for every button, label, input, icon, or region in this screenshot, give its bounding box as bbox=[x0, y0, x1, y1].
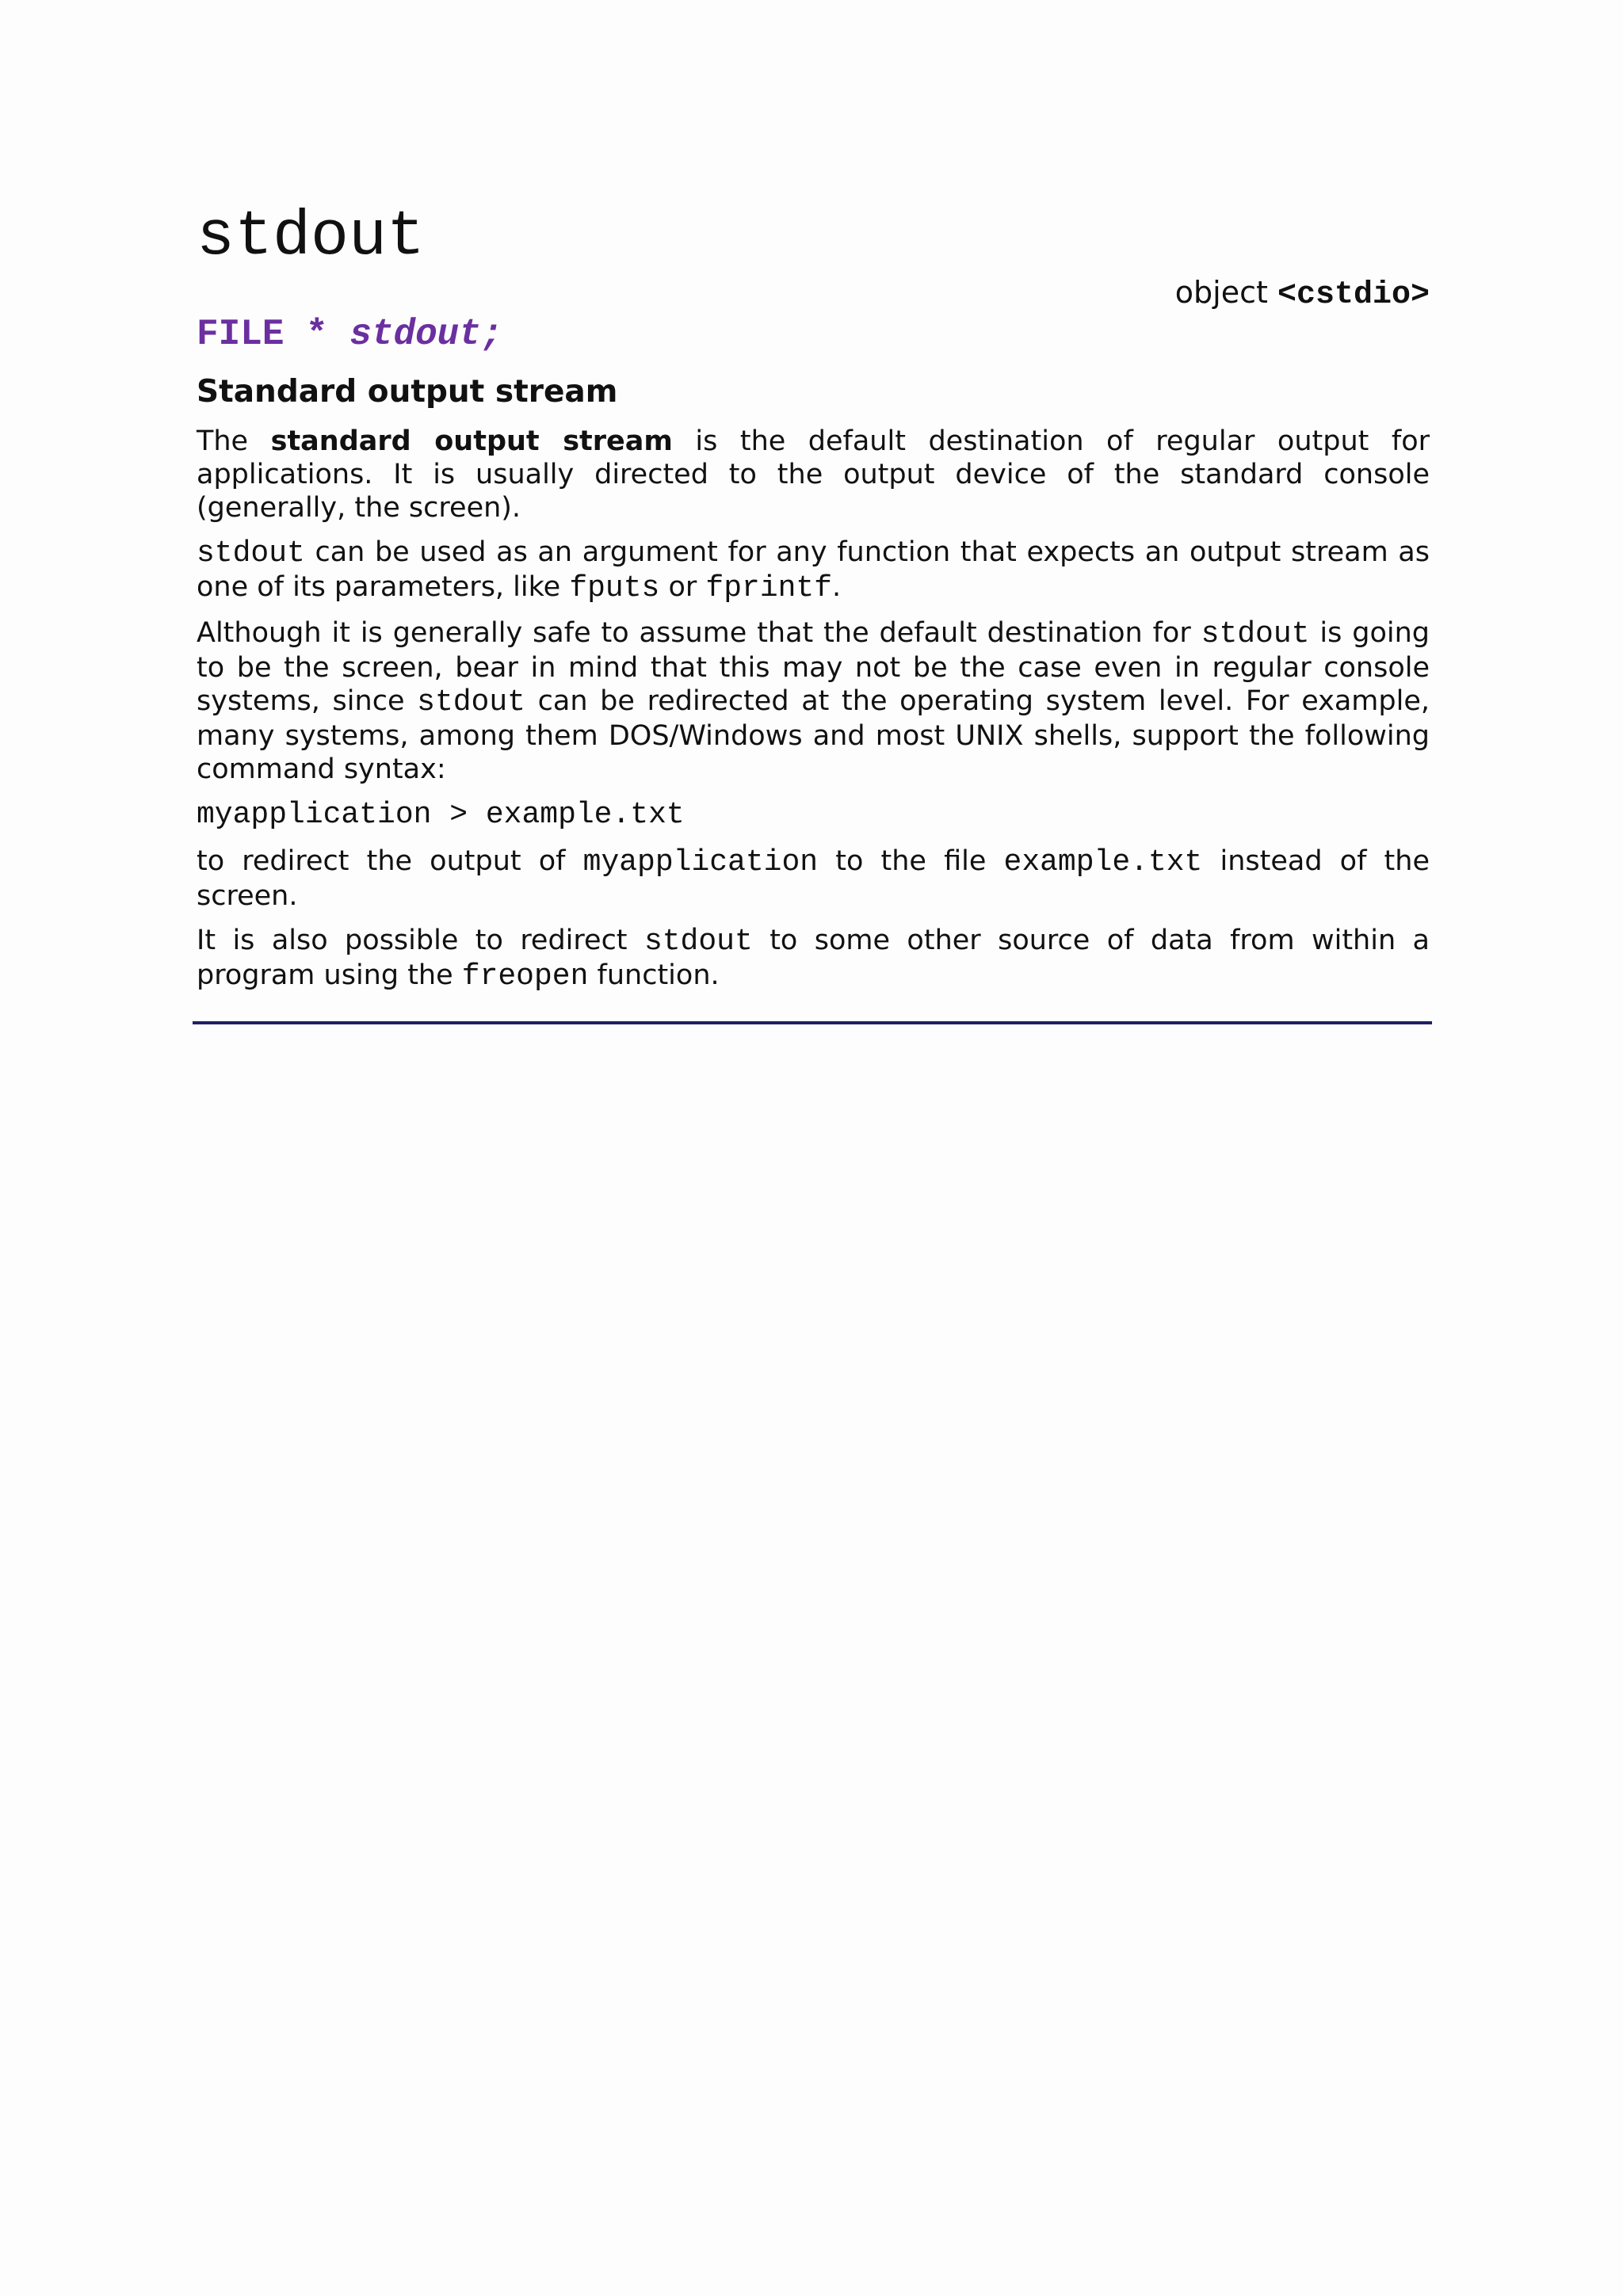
code-stdout: stdout bbox=[197, 536, 305, 570]
p1-text-before: The bbox=[197, 425, 271, 457]
header-link[interactable]: <cstdio> bbox=[1277, 277, 1430, 313]
p1-text-after: is the default destination of regular output for applications. It is usually directed to the output device of the standard console (generally, the screen). bbox=[197, 425, 1430, 524]
prototype-pointer: * bbox=[306, 314, 328, 355]
p3-text-3: can be redirected at the operating system level. For example, many systems, among them DOS/Windows and most UNIX shells, support the following command syntax: bbox=[197, 685, 1430, 785]
paragraph-2 bbox=[197, 536, 1430, 605]
command-example: myapplication > example.txt bbox=[197, 798, 685, 832]
code-myapplication: myapplication bbox=[582, 845, 819, 879]
code-stdout: stdout bbox=[417, 685, 525, 719]
p3-text-1: Although it is generally safe to assume that the default destination for bbox=[197, 617, 1201, 649]
paragraph-5 bbox=[197, 924, 1430, 994]
paragraph-3 bbox=[197, 616, 1430, 786]
paragraph-1 bbox=[197, 425, 1430, 524]
section-subtitle: Standard output stream bbox=[197, 374, 618, 410]
page-title: stdout bbox=[197, 201, 426, 273]
code-fputs: fputs bbox=[569, 571, 660, 605]
code-example-txt: example.txt bbox=[1003, 845, 1203, 879]
declaration-prototype bbox=[197, 312, 502, 357]
code-stdout: stdout bbox=[1201, 617, 1310, 651]
kind-label: object bbox=[1174, 275, 1268, 310]
p4-text-2: to the file bbox=[818, 845, 1004, 877]
code-stdout: stdout bbox=[643, 925, 753, 959]
p4-text-1: to redirect the output of bbox=[197, 845, 583, 877]
p2-text-2: or bbox=[659, 571, 706, 603]
p3-text-2: is going to be the screen, bear in mind that this may not be the case even in regular console systems, since bbox=[197, 617, 1430, 717]
prototype-type: FILE bbox=[197, 314, 285, 355]
description-body bbox=[197, 425, 1430, 1005]
code-fprintf: fprintf bbox=[705, 571, 833, 605]
p1-bold-term: standard output stream bbox=[270, 425, 673, 457]
p5-text-3: function. bbox=[588, 959, 720, 991]
p2-text-1: can be used as an argument for any function that expects an output stream as one of its parameters, like bbox=[197, 536, 1430, 603]
p5-text-1: It is also possible to redirect bbox=[197, 925, 644, 956]
paragraph-4 bbox=[197, 845, 1430, 913]
p4-text-3: instead of the screen. bbox=[197, 845, 1430, 912]
code-freopen: freopen bbox=[461, 959, 589, 994]
section-divider bbox=[193, 1021, 1432, 1024]
prototype-name: stdout; bbox=[349, 314, 503, 355]
p5-text-2: to some other source of data from within a program using the bbox=[197, 925, 1430, 991]
entity-kind bbox=[1175, 273, 1430, 315]
p2-text-3: . bbox=[832, 571, 842, 603]
